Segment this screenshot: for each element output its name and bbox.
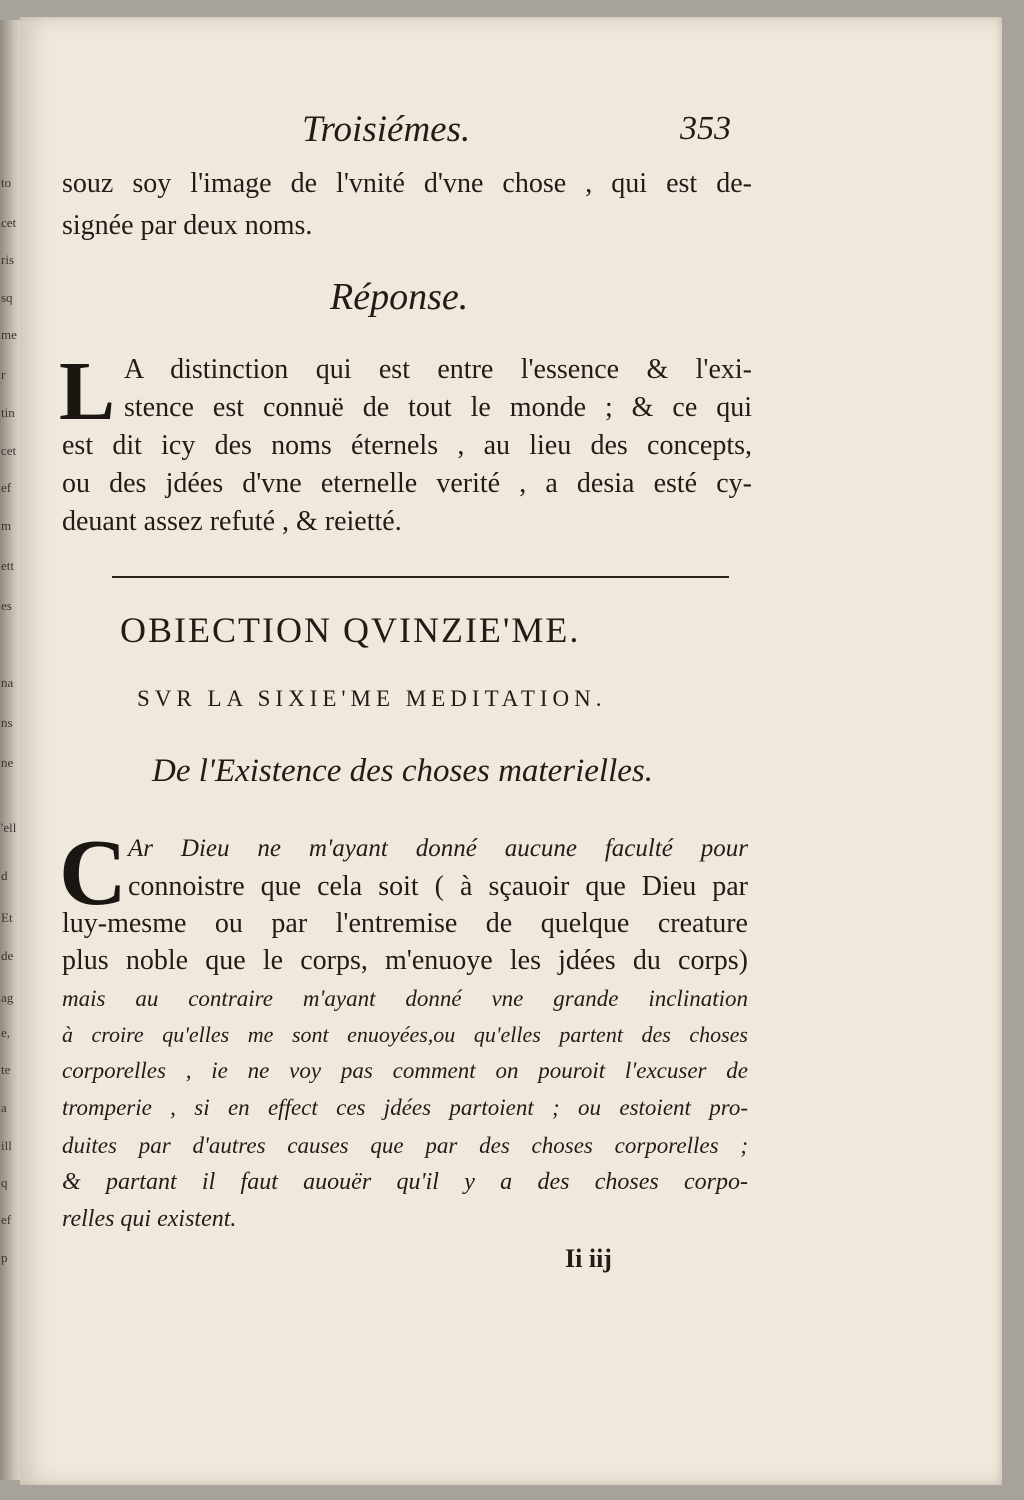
margin-fragment: na <box>1 675 14 690</box>
margin-fragment: e, <box>1 1025 11 1040</box>
margin-fragment: cet <box>1 443 17 458</box>
text-line: relles qui existent. <box>62 1206 237 1232</box>
margin-fragment: 'ell <box>1 820 17 835</box>
margin-fragment: ill <box>1 1138 12 1153</box>
margin-fragment: q <box>1 1175 8 1190</box>
signature-mark: Ii iij <box>565 1244 612 1273</box>
text-line: ou des jdées d'vne eternelle verité , a desia esté cy- <box>62 468 752 499</box>
text-line: A distinction qui est entre l'essence & l'exi- <box>124 354 752 385</box>
margin-fragment: tin <box>1 405 15 420</box>
margin-fragment: Et <box>1 910 13 925</box>
running-head: Troisiémes. <box>302 109 471 150</box>
text-line: & partant il faut auouër qu'il y a des choses corpo- <box>62 1169 748 1195</box>
text-line: souz soy l'image de l'vnité d'vne chose , qui est de- <box>62 168 752 199</box>
margin-fragment: to <box>1 175 12 190</box>
text-line: tromperie , si en effect ces jdées partoient ; ou estoient pro- <box>62 1095 748 1120</box>
objection-subtitle: SVR LA SIXIE'ME MEDITATION. <box>137 686 607 711</box>
margin-fragment: de <box>1 948 14 963</box>
margin-fragment: te <box>1 1062 11 1077</box>
text-line: connoistre que cela soit ( à sçauoir que Dieu par <box>128 871 748 902</box>
text-line: corporelles , ie ne voy pas comment on pouroit l'excuser de <box>62 1058 748 1083</box>
text-line: mais au contraire m'ayant donné vne grande inclination <box>62 986 748 1011</box>
text-line: signée par deux noms. <box>62 210 313 241</box>
text-line: plus noble que le corps, m'enuoye les jdées du corps) <box>62 945 748 976</box>
margin-fragment: es <box>1 598 12 613</box>
text-line: deuant assez refuté , & reietté. <box>62 506 402 537</box>
margin-fragment: r <box>1 367 6 382</box>
text-line: à croire qu'elles me sont enuoyées,ou qu'elles partent des choses <box>62 1022 748 1047</box>
margin-fragment: m <box>1 518 12 533</box>
drop-cap-c: C <box>59 821 127 925</box>
margin-fragment: d <box>1 868 8 883</box>
objection-title: OBIECTION QVINZIE'ME. <box>120 610 581 650</box>
margin-fragment: cet <box>1 215 17 230</box>
margin-fragment: p <box>1 1250 8 1265</box>
text-line: est dit icy des noms éternels , au lieu des concepts, <box>62 430 752 461</box>
page-number: 353 <box>680 110 731 147</box>
text-line: luy-mesme ou par l'entremise de quelque creature <box>62 908 748 939</box>
margin-fragment: ne <box>1 755 14 770</box>
margin-fragment: ag <box>1 990 14 1005</box>
text-line: Ar Dieu ne m'ayant donné aucune faculté pour <box>128 835 748 862</box>
section-rule <box>112 576 729 578</box>
margin-fragment: ef <box>1 480 12 495</box>
margin-fragment: sq <box>1 290 13 305</box>
margin-fragment: me <box>1 327 17 342</box>
text-line: stence est connuë de tout le monde ; & ce qui <box>124 392 752 423</box>
margin-fragment: ett <box>1 558 14 573</box>
text-line: duites par d'autres causes que par des choses corporelles ; <box>62 1133 748 1158</box>
margin-fragment: ris <box>1 252 14 267</box>
margin-fragment: ef <box>1 1212 12 1227</box>
margin-fragment: a <box>1 1100 7 1115</box>
margin-fragment: ns <box>1 715 13 730</box>
reponse-heading: Réponse. <box>330 276 469 318</box>
drop-cap-l: L <box>59 345 116 438</box>
section-title: De l'Existence des choses materielles. <box>152 753 653 789</box>
